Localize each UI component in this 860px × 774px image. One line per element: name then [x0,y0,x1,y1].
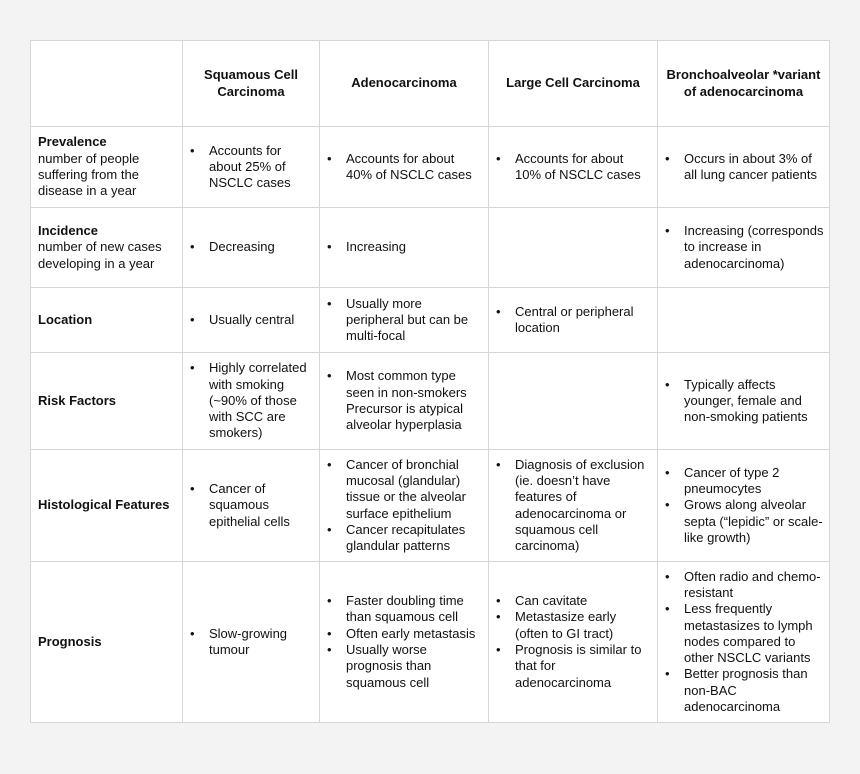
column-header-adenocarcinoma: Adenocarcinoma [320,41,489,127]
row-header-risk-factors [31,353,183,450]
bullet-item: • Diagnosis of exclusion (ie. doesn’t have features of adenocarcinoma or squamous cell carcinoma) [496,457,652,555]
row-subtitle: number of people suffering from the disease in a year [38,150,140,199]
bullet-item: • Occurs in about 3% of all lung cancer patients [665,151,824,184]
bullet-item: • Cancer of bronchial mucosal (glandular) tissue or the alveolar surface epithelium [327,457,483,522]
bullet-item: • Less frequently metastasizes to lymph nodes compared to other NSCLC variants [665,601,824,666]
cell-risk-factors-adenocarcinoma [320,353,489,450]
cell-risk-factors-bronchoalveolar [658,353,830,450]
cell-prognosis-bronchoalveolar [658,562,830,723]
bullet-list [190,360,314,441]
bullet-item: • Typically affects younger, female and non-smoking patients [665,377,824,426]
cell-prevalence-squamous [183,127,320,208]
bullet-list [190,312,314,328]
row-header-prevalence [31,127,183,208]
cell-histological-features-squamous [183,450,320,562]
bullet-item: • Cancer of squamous epithelial cells [190,481,314,530]
bullet-list [190,143,314,192]
row-header-incidence [31,208,183,288]
cell-incidence-large-cell [489,208,658,288]
cell-incidence-adenocarcinoma [320,208,489,288]
cell-prevalence-bronchoalveolar [658,127,830,208]
bullet-item: • Often early metastasis [327,626,483,642]
bullet-item: • Increasing (corresponds to increase in adenocarcinoma) [665,223,824,272]
bullet-item: • Grows along alveolar septa (“lepidic” or scale-like growth) [665,497,824,546]
bullet-item: • Better prognosis than non-BAC adenocarcinoma [665,666,824,715]
column-header-empty [31,41,183,127]
row-title: Risk Factors [38,392,117,408]
cell-risk-factors-large-cell [489,353,658,450]
bullet-item: • Often radio and chemo-resistant [665,569,824,602]
cell-risk-factors-squamous [183,353,320,450]
bullet-item: • Accounts for about 10% of NSCLC cases [496,151,652,184]
bullet-item: • Cancer of type 2 pneumocytes [665,465,824,498]
row-subtitle: number of new cases developing in a year [38,239,162,271]
row-title: Incidence [38,223,98,239]
cell-prevalence-large-cell [489,127,658,208]
bullet-list [190,626,314,659]
cell-location-adenocarcinoma [320,288,489,353]
bullet-list [665,569,824,716]
cell-prognosis-large-cell [489,562,658,723]
bullet-list [327,239,483,255]
bullet-list [496,457,652,555]
column-header-bronchoalveolar: Bronchoalveolar *variant of adenocarcinoma [658,41,830,127]
cell-incidence-squamous [183,208,320,288]
bullet-item: • Accounts for about 40% of NSCLC cases [327,151,483,184]
bullet-list [496,304,652,337]
row-header-histological-features [31,450,183,562]
table-row-histological-features [31,450,830,562]
table-row-prevalence [31,127,830,208]
bullet-list [327,368,483,433]
cell-prognosis-adenocarcinoma [320,562,489,723]
bullet-item: • Increasing [327,239,483,255]
bullet-item: • Can cavitate [496,593,652,609]
bullet-item: • Metastasize early (often to GI tract) [496,609,652,642]
cell-location-large-cell [489,288,658,353]
bullet-item: • Faster doubling time than squamous cell [327,593,483,626]
bullet-list [496,151,652,184]
bullet-item: • Usually more peripheral but can be multi-focal [327,296,483,345]
cell-incidence-bronchoalveolar [658,208,830,288]
cell-histological-features-large-cell [489,450,658,562]
cell-prognosis-squamous [183,562,320,723]
bullet-item: • Central or peripheral location [496,304,652,337]
bullet-list [665,465,824,546]
table-row-location [31,288,830,353]
bullet-list [665,223,824,272]
cell-histological-features-adenocarcinoma [320,450,489,562]
bullet-item: • Slow-growing tumour [190,626,314,659]
bullet-list [190,481,314,530]
cell-histological-features-bronchoalveolar [658,450,830,562]
column-header-squamous: Squamous Cell Carcinoma [183,41,320,127]
bullet-item: • Accounts for about 25% of NSCLC cases [190,143,314,192]
bullet-list [496,593,652,691]
bullet-list [327,457,483,555]
row-title: Prevalence [38,134,107,150]
bullet-list [327,151,483,184]
bullet-item: • Usually central [190,312,314,328]
table-row-risk-factors [31,353,830,450]
bullet-item: • Most common type seen in non-smokers Precursor is atypical alveolar hyperplasia [327,368,483,433]
bullet-list [665,151,824,184]
table-row-prognosis [31,562,830,723]
row-title: Prognosis [38,633,102,649]
column-header-large-cell: Large Cell Carcinoma [489,41,658,127]
bullet-list [327,593,483,691]
bullet-list [665,377,824,426]
row-title: Location [38,311,93,327]
bullet-list [190,239,314,255]
cell-location-bronchoalveolar [658,288,830,353]
header-row [31,41,830,127]
bullet-item: • Decreasing [190,239,314,255]
bullet-item: • Usually worse prognosis than squamous cell [327,642,483,691]
bullet-item: • Cancer recapitulates glandular patterns [327,522,483,555]
bullet-list [327,296,483,345]
row-title: Histological Features [38,497,170,513]
bullet-item: • Prognosis is similar to that for adenocarcinoma [496,642,652,691]
row-header-location [31,288,183,353]
bullet-item: • Highly correlated with smoking (~90% of those with SCC are smokers) [190,360,314,441]
table-row-incidence [31,208,830,288]
comparison-table [30,40,830,723]
cell-prevalence-adenocarcinoma [320,127,489,208]
row-header-prognosis [31,562,183,723]
cell-location-squamous [183,288,320,353]
